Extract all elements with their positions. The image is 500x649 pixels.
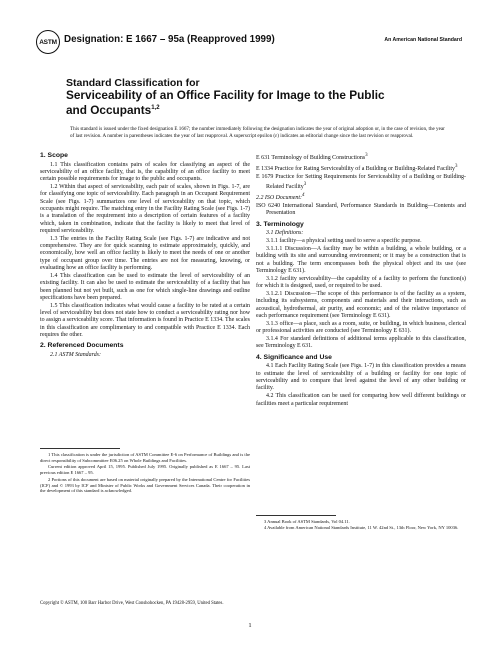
ansi-label: An American National Standard <box>384 37 462 43</box>
reference-e631: E 631 Terminology of Building Constructions$^3$ <box>256 153 368 161</box>
logo-text: ASTM <box>39 38 57 46</box>
section-heading-scope: 1. Scope <box>40 152 68 159</box>
reference-e1334: E 1334 Practice for Rating Serviceability of a Building or Building-Related Facility$^3$ <box>256 163 458 172</box>
paragraph-1-2: 1.2 Within that aspect of serviceability, each pair of scales, shown in Figs. 1-7, are for classifying one topic of serviceability. Each paragraph in an Occupant Requirement Scale (see Figs. 1-7) summarizes one level of serviceability on that topic, which occupants might require. The matching entry in the Facility Rating Scale (see Figs. 1-7) is a translation of the requirement into a description of certain features of a facility which, taken in combination, indicate that the facility is likely to meet that level of required serviceability. <box>40 184 250 234</box>
title-line-2: Serviceability of an Office Facility for Image to the Public <box>66 88 385 102</box>
paragraph-3-1-4: 3.1.4 For standard definitions of additional terms applicable to this classification, see Terminology E 631. <box>256 335 466 350</box>
copyright-line: Copyright © ASTM, 100 Barr Harbor Drive, West Conshohocken, PA 19428-2959, United States. <box>40 601 224 606</box>
reference-iso6240: ISO 6240 International Standard, Performance Standards in Building—Contents and Presentation <box>256 202 466 217</box>
iso-document-heading: 2.2 ISO Document:$^4$ <box>256 192 305 201</box>
paragraph-1-4: 1.4 This classification can be used to estimate the level of serviceability of an existing facility. It can also be used to estimate the serviceability of a facility that has been planned but not yet built, such as one for which single-line drawings and outline specifications have been prepared. <box>40 272 250 301</box>
designation: Designation: E 1667 – 95a (Reapproved 1999) <box>64 34 275 45</box>
footnote: 2 Portions of this document are based on material originally prepared by the International Centre for Facilities (ICF) and © 1993 by ICF and Minister of Public Works and Government Services Canada. Their cooperation in the development of this standard is acknowledged. <box>40 476 250 494</box>
paragraph-1-1: 1.1 This classification contains pairs of scales for classifying an aspect of the serviceability of an office facility, that is, the capability of an office facility to meet certain possible requirements for image to the public and occupants. <box>40 161 250 183</box>
title-footnote-ref: 1,2 <box>151 105 160 111</box>
paragraph-3-1-1: 3.1.1 facility—a physical setting used to serve a specific purpose. <box>266 238 422 245</box>
reference-e1679: E 1679 Practice for Setting Requirements for Serviceability of a Building or Building-Related Facility$^3$ <box>256 173 466 191</box>
section-heading-terminology: 3. Terminology <box>256 220 304 228</box>
document-title <box>66 77 426 117</box>
title-line-1: Standard Classification for <box>66 77 200 89</box>
footnote: 1 This classification is under the jurisdiction of ASTM Committee E-6 on Performance of Buildings and is the direct responsibility of Subcommittee E06.25 on Whole Buildings and Facilities. <box>40 452 250 463</box>
section-heading-referenced-documents: 2. Referenced Documents <box>40 342 124 350</box>
paragraph-4-2: 4.2 This classification can be used for comparing how well different buildings or facilities meet a particular requirement <box>256 393 466 407</box>
title-line-3: and Occupants$^{1,2}$ <box>66 103 160 117</box>
footnote-divider <box>256 515 336 516</box>
paragraph-4-1: 4.1 Each Facility Rating Scale (see Figs. 1-7) in this classification provides a means to estimate the level of serviceability of a building or facility for one topic of serviceability and to compare that level against the level of any other building or facility. <box>256 363 466 392</box>
paragraph-3-1-2-1: 3.1.2.1 Discussion—The scope of this performance is of the facility as a system, including its subsystems, components and materials and their interactions, such as acoustical, hydrothermal, air purity, and economic; and of the relative importance of each performance requirement (see Terminology E 631). <box>256 291 466 319</box>
paragraph-3-1-2: 3.1.2 facility serviceability—the capability of a facility to perform the function(s) for which it is designed, used, or required to be used. <box>256 275 466 290</box>
paragraph-3-1-1-1: 3.1.1.1 Discussion—A facility may be within a building, a whole building, or a building with its site and surrounding environment; or it may be a construction that is not a building. The term encompasses both the physical object and its use (see Terminology E 631). <box>256 246 466 274</box>
page-number: 1 <box>248 622 252 629</box>
paragraph-3-1-3: 3.1.3 office—a place, such as a room, suite, or building, in which business, clerical or professional activities are conducted (see Terminology E 631). <box>256 320 466 335</box>
right-column <box>256 152 466 408</box>
footnotes-right <box>256 519 466 532</box>
footnote: 3 Annual Book of ASTM Standards, Vol 04.11. <box>264 519 350 524</box>
footnote: 4 Available from American National Standards Institute, 11 W. 42nd St., 13th Floor, New York, NY 10036. <box>264 525 459 531</box>
section-heading-significance: 4. Significance and Use <box>256 353 332 361</box>
paragraph-1-3: 1.3 The entries in the Facility Rating Scale (see Figs. 1-7) are indicative and not comprehensive. They are for quick scanning to estimate approximately, quickly, and economically, how well an office facility is likely to meet the needs of one or another type of occupant group over time. The entries are not for measuring, knowing, or evaluating how an office facility is performing. <box>40 235 250 272</box>
footnote-divider <box>40 448 120 449</box>
astm-logo-icon <box>36 30 60 54</box>
footnote: Current edition approved April 15, 1995. Published July 1995. Originally published as E 1667 – 95. Last previous edition E 1667 – 95. <box>40 464 250 476</box>
footnotes-left <box>40 452 250 495</box>
paragraph-1-5: 1.5 This classification indicates what would cause a facility to be rated at a certain level of serviceability but does not state how to conduct a serviceability rating nor how to assign a serviceability score. That information is found in Practice E 1334. The scales in this classification are complimentary to and compatible with Practice E 1334. Each requires the other. <box>40 302 250 338</box>
designation-notice: This standard is issued under the fixed designation E 1667; the number immediately following the designation indicates the year of original adoption or, in the case of revision, the year of last revision. A number in parentheses indicates the year of last reapproval. A superscript epsilon (ε) indicates an editorial change since the last revision or reapproval. <box>70 126 445 139</box>
paragraph-2-1: 2.1 ASTM Standards: <box>50 352 101 359</box>
left-column <box>40 152 250 360</box>
paragraph-3-1: 3.1 Definitions: <box>266 230 304 237</box>
